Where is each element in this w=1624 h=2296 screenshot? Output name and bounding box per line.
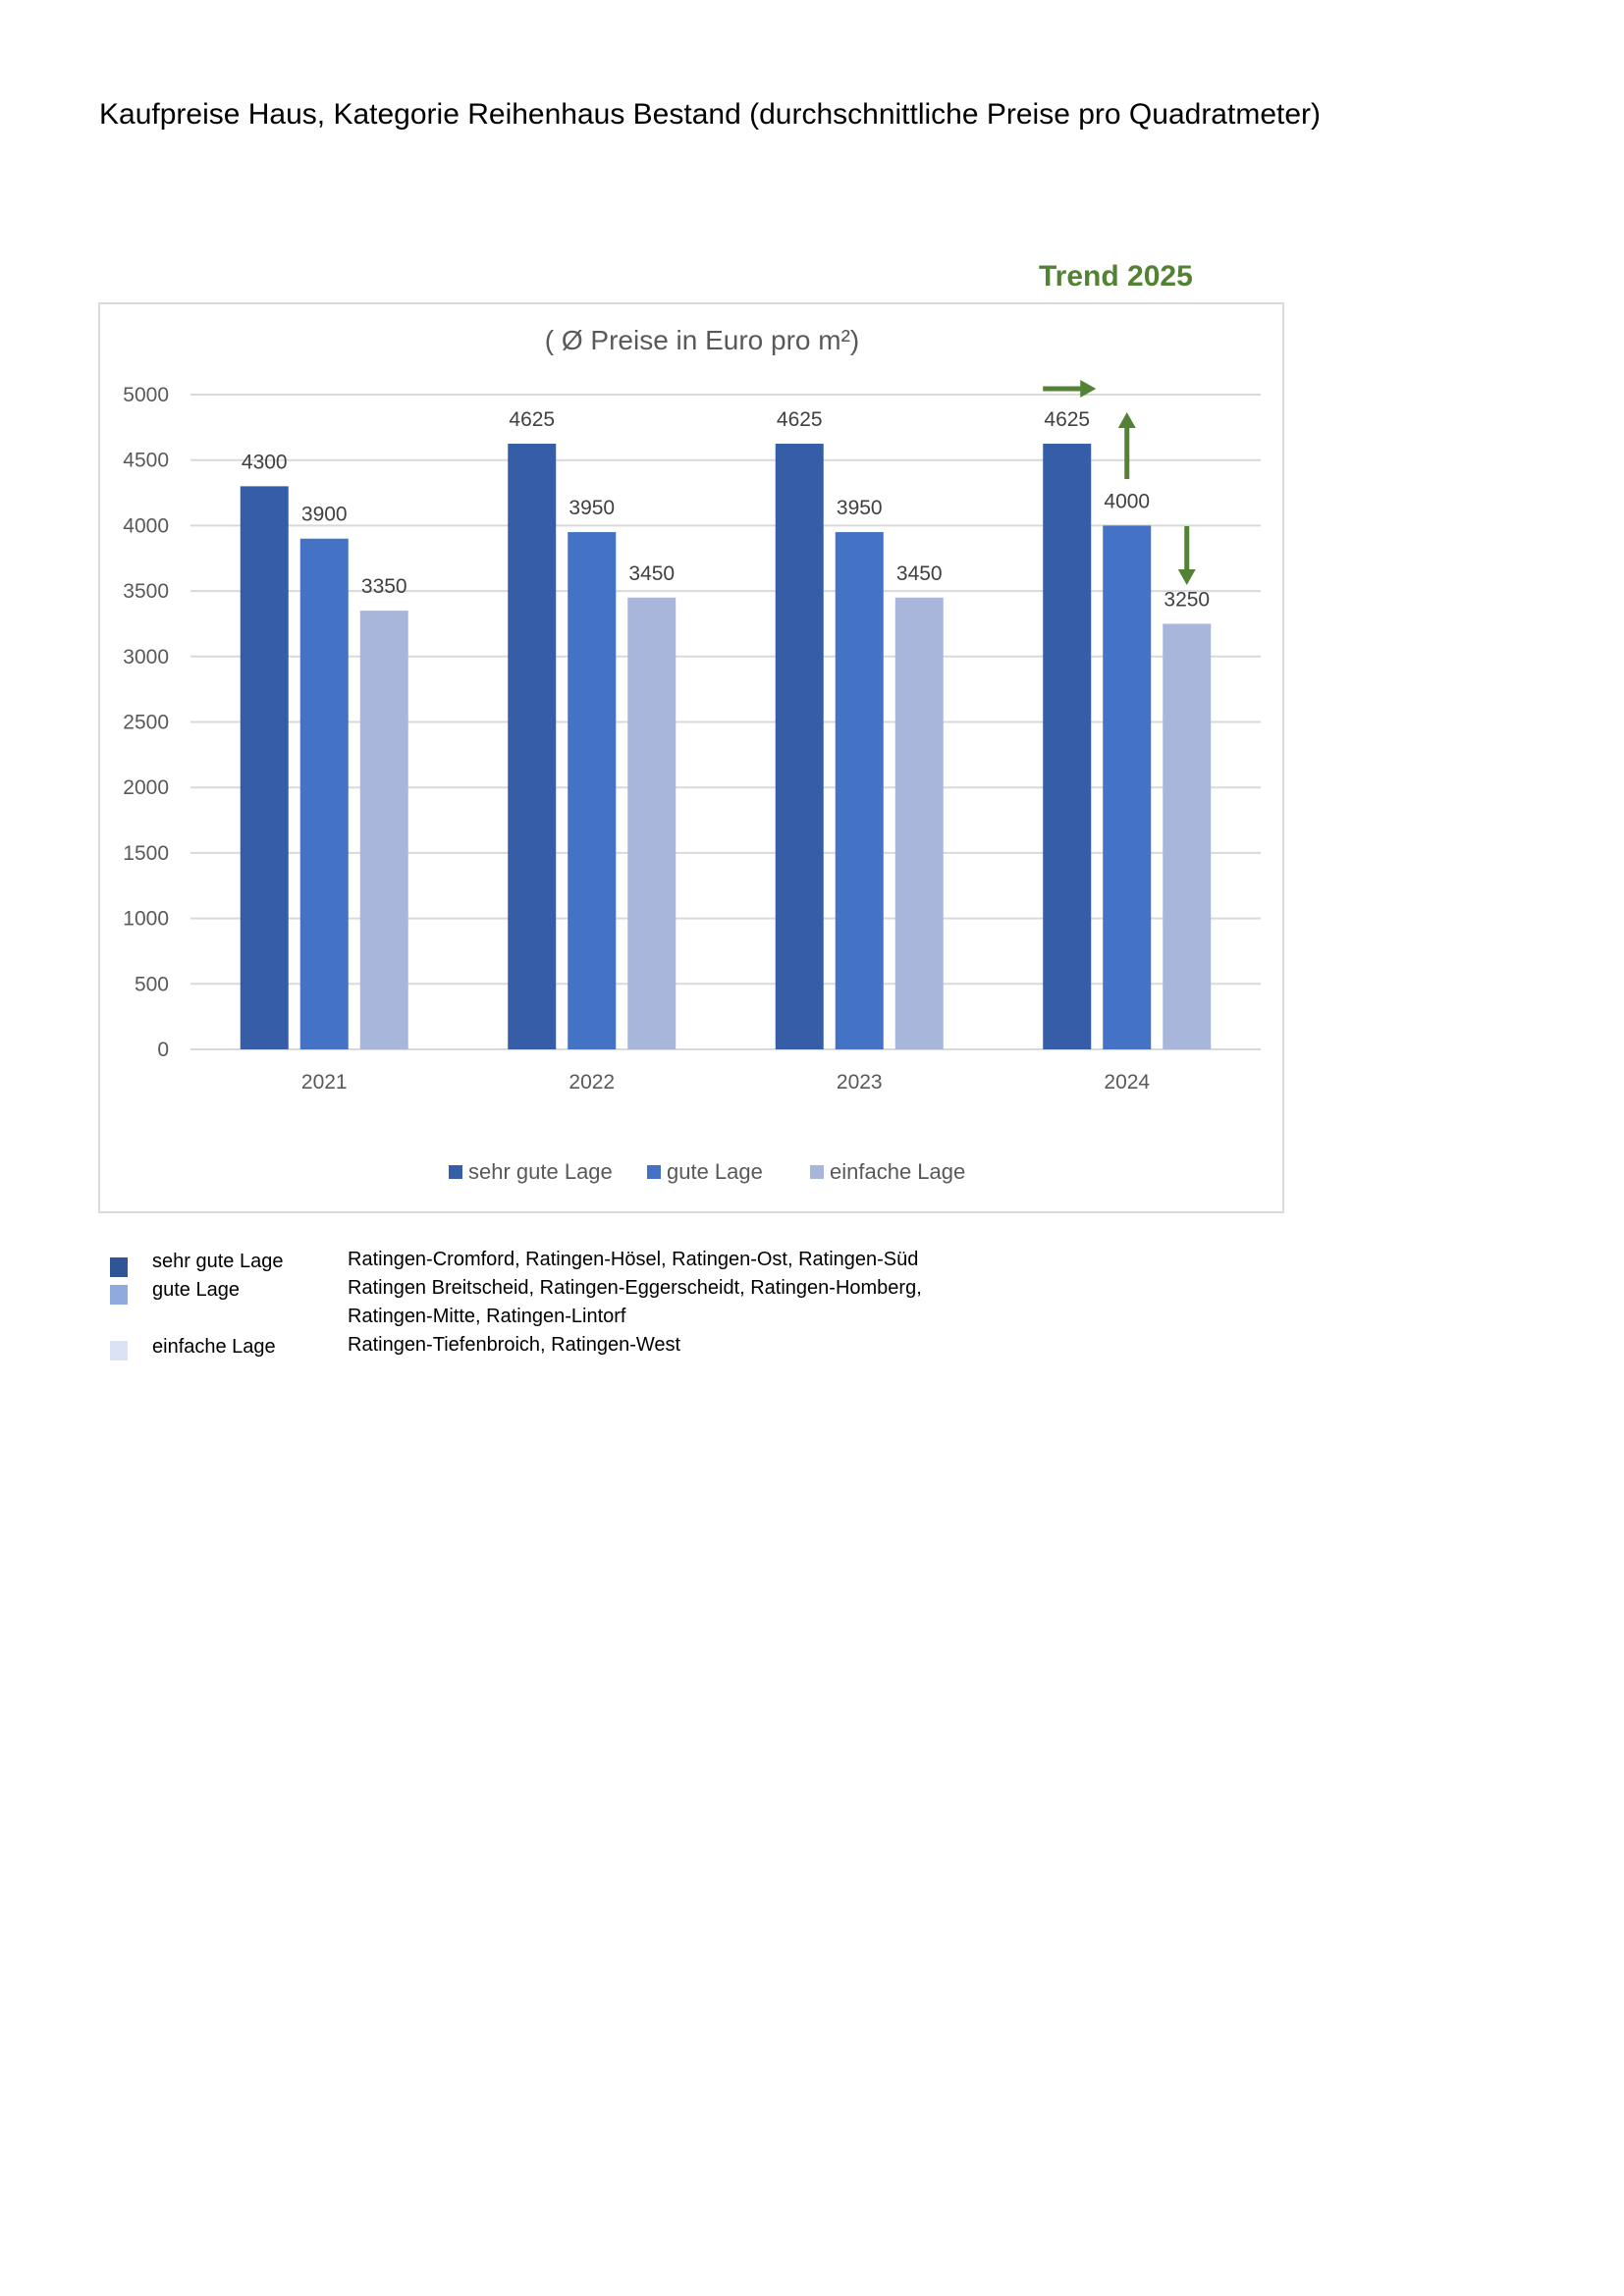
y-tick-label: 4000 xyxy=(123,514,169,538)
bar xyxy=(776,444,824,1049)
bar xyxy=(300,539,349,1049)
x-tick-label: 2022 xyxy=(568,1071,616,1094)
bar xyxy=(1103,525,1151,1049)
data-label: 3450 xyxy=(895,561,943,585)
legend-swatch xyxy=(449,1165,462,1179)
legend-name-einfache-lage: einfache Lage xyxy=(152,1336,276,1358)
legend-name-sehr-gute-lage: sehr gute Lage xyxy=(152,1251,284,1272)
trend-label: Trend 2025 xyxy=(1039,260,1193,293)
y-tick-label: 2000 xyxy=(123,776,169,800)
legend-desc-einfache-lage xyxy=(348,1331,680,1360)
y-tick-label: 4500 xyxy=(123,449,169,472)
bar xyxy=(836,532,884,1049)
legend-key-einfache-lage xyxy=(110,1341,128,1361)
data-label: 3350 xyxy=(360,575,407,599)
bar xyxy=(1163,623,1211,1049)
chart-title: ( Ø Preise in Euro pro m²) xyxy=(544,325,860,355)
data-label: 3950 xyxy=(568,497,616,520)
legend-label: einfache Lage xyxy=(830,1159,966,1184)
data-label: 3450 xyxy=(628,561,676,585)
legend-desc-line: Ratingen-Mitte, Ratingen-Lintorf xyxy=(348,1306,626,1327)
chart-frame xyxy=(98,302,1284,1213)
legend-desc-line: Ratingen Breitscheid, Ratingen-Eggerscheidt, Ratingen-Homberg, xyxy=(348,1277,922,1299)
bar xyxy=(1043,444,1091,1049)
data-label: 4625 xyxy=(1044,408,1091,432)
page-title: Kaufpreise Haus, Kategorie Reihenhaus Bestand (durchschnittliche Preise pro Quadratmeter) xyxy=(99,98,1322,131)
y-tick-label: 1000 xyxy=(123,907,169,931)
data-label: 4625 xyxy=(776,408,823,432)
bar-chart xyxy=(100,304,1282,1211)
data-label: 4625 xyxy=(509,408,556,432)
y-tick-label: 2500 xyxy=(123,711,169,734)
legend-desc-sehr-gute-lage xyxy=(348,1246,918,1274)
data-label: 3250 xyxy=(1164,588,1211,612)
bar xyxy=(627,598,676,1049)
bar xyxy=(508,444,556,1049)
legend-desc-gute-lage xyxy=(348,1274,922,1331)
legend-label: sehr gute Lage xyxy=(468,1159,613,1184)
y-tick-label: 0 xyxy=(157,1039,169,1061)
bar xyxy=(568,532,616,1049)
y-tick-label: 3000 xyxy=(123,645,169,668)
x-tick-label: 2024 xyxy=(1104,1071,1151,1094)
y-tick-label: 500 xyxy=(134,973,169,996)
legend-swatch xyxy=(647,1165,661,1179)
legend-key-gute-lage xyxy=(110,1285,128,1305)
legend-label: gute Lage xyxy=(667,1159,763,1184)
y-tick-label: 1500 xyxy=(123,841,169,865)
y-tick-label: 5000 xyxy=(123,384,169,406)
bar xyxy=(895,598,944,1049)
bar xyxy=(241,486,289,1049)
trend-arrow-up-head xyxy=(1118,412,1136,428)
bar xyxy=(360,611,408,1049)
x-tick-label: 2021 xyxy=(300,1071,348,1094)
legend-desc-line: Ratingen-Tiefenbroich, Ratingen-West xyxy=(348,1334,681,1356)
data-label: 4000 xyxy=(1104,490,1151,513)
legend-desc-line: Ratingen-Cromford, Ratingen-Hösel, Ratingen-Ost, Ratingen-Süd xyxy=(348,1249,919,1270)
legend-key-sehr-gute-lage xyxy=(110,1257,128,1277)
data-label: 3900 xyxy=(300,503,348,526)
legend-name-gute-lage: gute Lage xyxy=(152,1279,240,1301)
legend-swatch xyxy=(810,1165,824,1179)
x-tick-label: 2023 xyxy=(836,1071,883,1094)
trend-arrow-down-head xyxy=(1178,569,1196,585)
y-tick-label: 3500 xyxy=(123,580,169,604)
data-label: 3950 xyxy=(836,497,883,520)
data-label: 4300 xyxy=(241,451,288,474)
